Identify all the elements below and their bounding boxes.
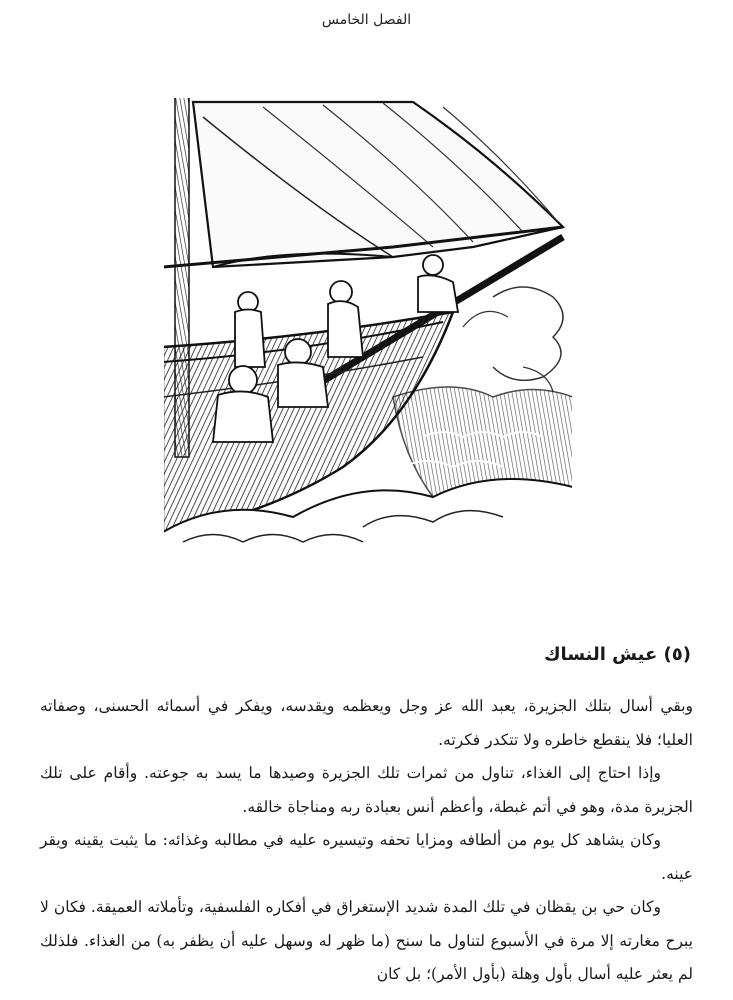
body-text <box>40 690 693 992</box>
sailing-ship-illustration <box>163 97 573 552</box>
paragraph: وبقي أسال بتلك الجزيرة، يعبد الله عز وجل ويعظمه ويقدسه، ويفكر في أسمائه الحسنى، وصفاته العليا؛ فلا ينقطع خاطره ولا تتكدر فكرته. <box>40 697 693 749</box>
running-header: الفصل الخامس <box>321 12 412 28</box>
paragraph: وإذا احتاج إلى الغذاء، تناول من ثمرات تلك الجزيرة وصيدها ما يسد به جوعته. وأقام على تلك الجزيرة مدة، وهو في أتم غبطة، وأعظم أنس بعبادة ربه ومناجاة خالقه. <box>40 764 693 816</box>
section-heading: (٥) عيش النساك <box>544 644 691 665</box>
paragraph: وكان حي بن يقظان في تلك المدة شديد الإستغراق في أفكاره الفلسفية، وتأملاته العميقة. فكان لا يبرح مغارته إلا مرة في الأسبوع لتناول ما سنح (ما ظهر له وسهل عليه أن يظفر به) من الغذاء. فلذلك لم يعثر عليه أسال بأول وهلة (بأول الأمر)؛ بل كان <box>40 898 693 983</box>
paragraph: وكان يشاهد كل يوم من ألطافه ومزايا تحفه وتيسيره عليه في مطالبه وغذائه: ما يثبت يقينه ويقر عينه. <box>40 831 693 883</box>
